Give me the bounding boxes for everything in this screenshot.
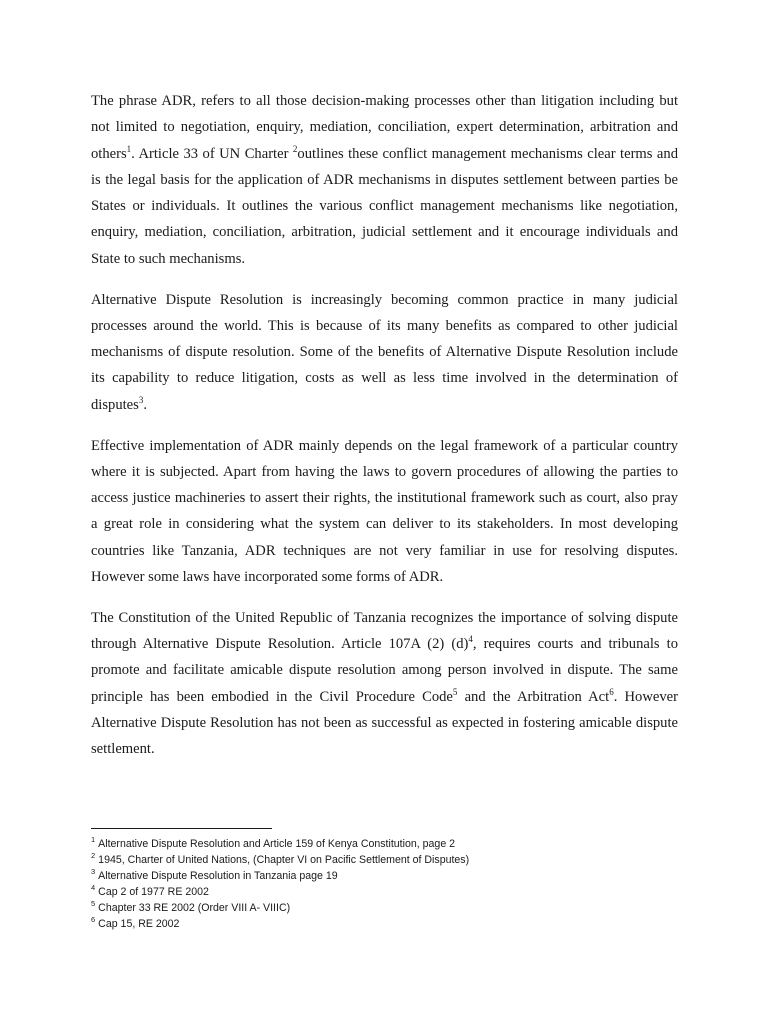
footnote-number: 5 <box>91 899 96 909</box>
footnote-ref-2[interactable]: 2 <box>292 143 298 154</box>
footnote-text: Cap 2 of 1977 RE 2002 <box>98 886 209 898</box>
footnote-item <box>91 836 678 852</box>
paragraph-adr-benefits <box>91 287 678 418</box>
footnote-item <box>91 916 678 932</box>
footnote-item <box>91 852 678 868</box>
paragraph-text: The Constitution of the United Republic of Tanzania recognizes the importance of solving dispute through Alternative Dispute Resolution. Article 107A (2) (d) <box>91 609 678 653</box>
footnote-text: Alternative Dispute Resolution and Article 159 of Kenya Constitution, page 2 <box>98 838 456 850</box>
paragraph-text: Alternative Dispute Resolution is increasingly becoming common practice in many judicial processes around the world. This is because of its many benefits as compared to other judicial mechanisms of dispute resolution. Some of the benefits of Alternative Dispute Resolution include its capability to reduce litigation, costs as well as less time involved in the determination of disputes <box>91 291 678 413</box>
footnote-number: 3 <box>91 867 96 877</box>
paragraph-text: outlines these conflict management mechanisms clear terms and is the legal basis for the application of ADR mechanisms in disputes settlement between parties be States or individuals. It outlines the various conflict management mechanisms like negotiation, enquiry, mediation, conciliation, arbitration, judicial settlement and it encourage individuals and State to such mechanisms. <box>91 145 678 267</box>
footnote-number: 6 <box>91 915 96 925</box>
footnote-text: Cap 15, RE 2002 <box>98 918 180 930</box>
footnote-ref-5[interactable]: 5 <box>452 686 458 697</box>
footnotes-list <box>91 836 678 932</box>
footnote-number: 1 <box>91 835 96 845</box>
footnote-text: Alternative Dispute Resolution in Tanzania page 19 <box>98 870 338 882</box>
paragraph-text: and the Arbitration Act <box>457 688 610 705</box>
footnote-text: 1945, Charter of United Nations, (Chapter VI on Pacific Settlement of Disputes) <box>98 854 470 866</box>
footnote-separator <box>91 828 272 829</box>
paragraph-text: . Article 33 of UN Charter <box>131 145 293 162</box>
footnote-ref-3[interactable]: 3 <box>138 394 144 405</box>
footnote-item <box>91 900 678 916</box>
paragraph-text: . However Alternative Dispute Resolution has not been as successful as expected in fostering amicable dispute settlement. <box>91 688 678 758</box>
paragraph-adr-implementation <box>91 433 678 591</box>
footnote-number: 4 <box>91 883 96 893</box>
paragraph-text: The phrase ADR, refers to all those decision-making processes other than litigation including but not limited to negotiation, enquiry, mediation, conciliation, expert determination, arbitration and others <box>91 93 678 162</box>
footnote-item <box>91 884 678 900</box>
paragraph-text: , requires courts and tribunals to promote and facilitate amicable dispute resolution among person involved in dispute. The same principle has been embodied in the Civil Procedure Code <box>91 636 678 705</box>
footnote-item <box>91 868 678 884</box>
footnote-ref-6[interactable]: 6 <box>609 686 614 697</box>
footnote-text: Chapter 33 RE 2002 (Order VIII A- VIIIC) <box>98 902 291 914</box>
paragraph-tanzania-constitution <box>91 605 678 763</box>
footnote-ref-1[interactable]: 1 <box>126 143 132 154</box>
paragraph-adr-definition <box>91 88 678 272</box>
paragraph-text: . <box>143 396 147 413</box>
document-body <box>91 88 678 777</box>
footnote-ref-4[interactable]: 4 <box>468 634 473 645</box>
paragraph-text: Effective implementation of ADR mainly depends on the legal framework of a particular country where it is subjected. Apart from having the laws to govern procedures of allowing the parties to access justice machineries to assert their rights, the institutional framework such as court, also pray a great role in considering what the system can deliver to its stakeholders. In most developing countries like Tanzania, ADR techniques are not very familiar in use for resolving disputes. However some laws have incorporated some forms of ADR. <box>91 437 678 586</box>
footnote-number: 2 <box>91 851 96 861</box>
